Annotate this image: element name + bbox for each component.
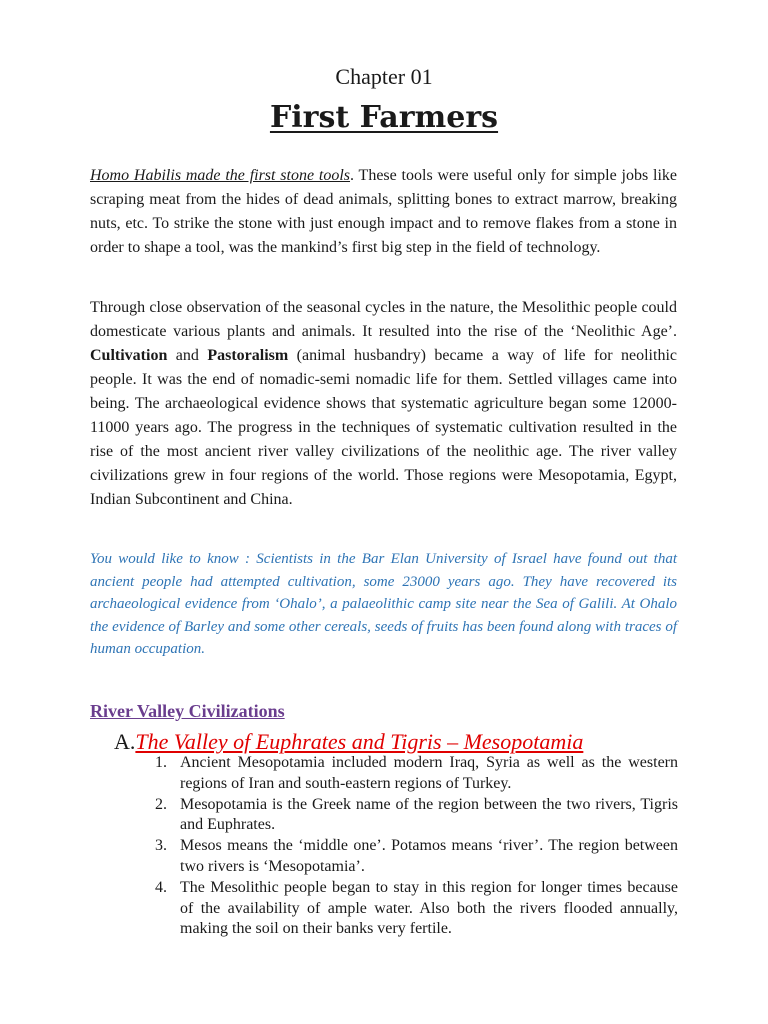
cultivation-term: Cultivation (90, 347, 168, 364)
chapter-label: Chapter 01 (335, 64, 433, 89)
list-item-number: 2. (155, 795, 167, 813)
section-heading: River Valley Civilizations (90, 701, 285, 721)
list-item-number: 3. (155, 837, 167, 855)
list-item-text: The Mesolithic people began to stay in this region for longer times because of the availability of ample water. Also both the rivers flooded annually, making the soil on their banks very fertile. (180, 878, 678, 938)
neolithic-text-2: and (167, 347, 208, 364)
intro-lead-text: Homo Habilis made the first stone tools (90, 167, 351, 184)
intro-body-text: . These tools were useful only for simple jobs like scraping meat from the hides of dead animals, splitting bones to extract marrow, breaking nuts, etc. To strike the stone with just enough impact and to remove flakes from a stone in order to shape a tool, was the mankind’s first big step in the field of technology. (90, 167, 678, 256)
mesopotamia-list (155, 753, 678, 940)
info-note: You would like to know : Scientists in the Bar Elan University of Israel have found out that ancient people had attempted cultivation, some 23000 years ago. They have recovered its archaeological evidence from ‘Ohalo’, a palaeolithic camp site near the Sea of Galili. At Ohalo the evidence of Barley and some other cereals, seeds of fruits has been found along with traces of human occupation. (90, 551, 677, 658)
list-item (155, 878, 678, 940)
list-item (155, 836, 678, 878)
neolithic-text-3: (animal husbandry) became a way of life for neolithic people. It was the end of nomadic-semi nomadic life for them. Settled villages came into being. The archaeological evidence shows that systematic agriculture began some 12000-11000 years ago. The progress in the techniques of systematic cultivation resulted in the rise of the most ancient river valley civilizations of the neolithic age. The river valley civilizations grew in four regions of the world. Those regions were Mesopotamia, Egypt, Indian Subcontinent and China. (90, 347, 677, 508)
list-item-number: 4. (155, 878, 167, 896)
neolithic-text-1: Through close observation of the seasonal cycles in the nature, the Mesolithic people could domesticate various plants and animals. It resulted into the rise of the ‘Neolithic Age’. (90, 299, 677, 340)
list-item (155, 795, 678, 837)
subsection-title: The Valley of Euphrates and Tigris – Mesopotamia (135, 729, 584, 754)
list-item-text: Mesopotamia is the Greek name of the region between the two rivers, Tigris and Euphrates. (180, 795, 678, 834)
list-item-text: Mesos means the ‘middle one’. Potamos means ‘river’. The region between two rivers is ‘Mesopotamia’. (180, 837, 678, 875)
pastoralism-term: Pastoralism (207, 347, 289, 364)
intro-paragraph (90, 164, 677, 260)
list-item-text: Ancient Mesopotamia included modern Iraq, Syria as well as the western regions of Iran and south-eastern regions of Turkey. (180, 754, 678, 792)
page-title: First Farmers (269, 100, 499, 135)
subsection-letter: A. (114, 729, 136, 754)
list-item (155, 753, 678, 795)
neolithic-paragraph (90, 296, 677, 512)
list-item-number: 1. (155, 754, 167, 771)
